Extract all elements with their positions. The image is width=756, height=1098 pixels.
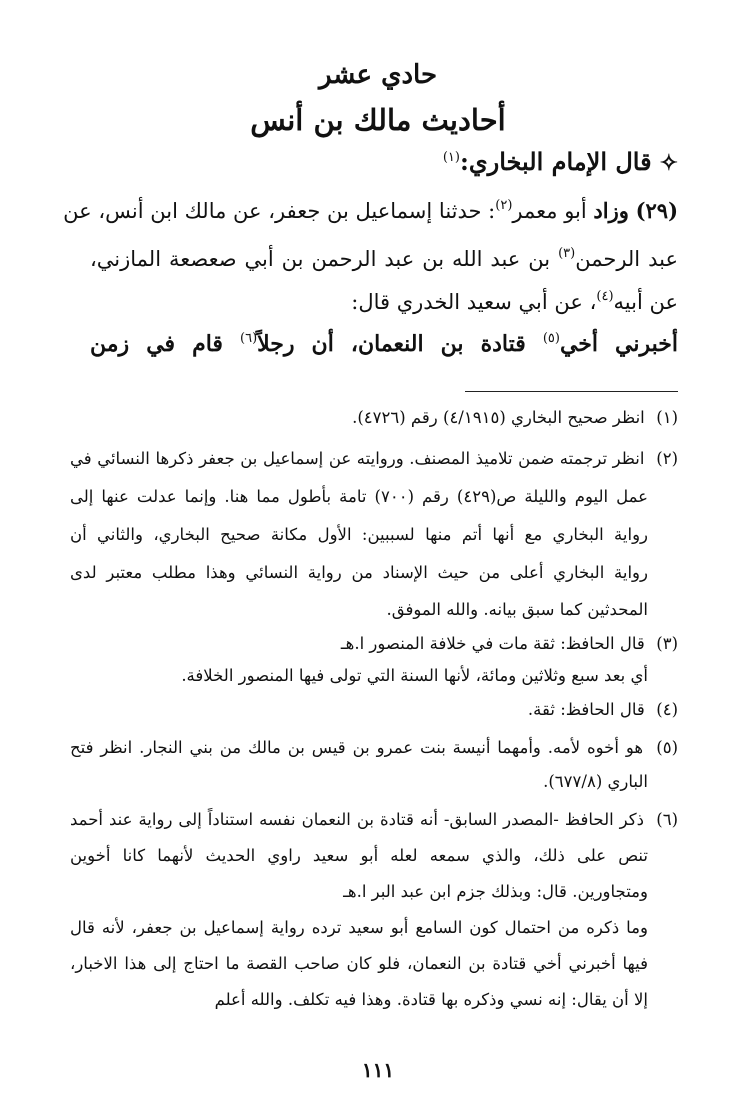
footnote-ref[interactable]: (٣) (558, 246, 576, 261)
footnote-3 (70, 634, 678, 653)
footnote-6-line: ومتجاورين. قال: وبذلك جزم ابن عبد البر ا.هـ (343, 882, 648, 901)
chapter-title: أحاديث مالك بن أنس (250, 103, 506, 137)
matn-text: أخبرني أخي (559, 331, 678, 357)
section-heading (443, 147, 678, 176)
footnote-1 (70, 408, 678, 427)
footnote-2-line: المحدثين كما سبق بيانه. والله الموفق. (386, 600, 648, 619)
footnote-ref[interactable]: (١) (442, 150, 460, 165)
hadith-line-2 (90, 247, 678, 271)
footnote-ref[interactable]: (٢) (495, 198, 513, 213)
hadith-text: : حدثنا إسماعيل بن جعفر، عن مالك ابن أنس، عن (63, 199, 496, 223)
star-icon: ✧ (659, 150, 678, 176)
hadith-text: ، عن أبي سعيد الخدري قال: (351, 290, 597, 314)
footnote-6-line: فيها أخبرني أخي قتادة بن النعمان، فلو كان صاحب القصة ما احتاج إلى هذا الاخبار، (70, 954, 648, 973)
hadith-line-1 (63, 198, 678, 223)
footnote-4 (70, 700, 678, 719)
footnote-6 (70, 810, 678, 829)
footnote-number: (٦) (656, 810, 678, 829)
footnote-ref[interactable]: (٥) (542, 331, 560, 346)
footnote-2-line: رواية البخاري مع أنها أتم منها لسببين: الأول مكانة صحيح البخاري، والثاني أن (70, 525, 648, 544)
hadith-matn-line (90, 331, 678, 357)
footnote-ref[interactable]: (٦) (240, 331, 258, 346)
hadith-lead: وزاد (593, 198, 629, 223)
footnote-text: قال الحافظ: ثقة. (527, 700, 645, 719)
footnote-5-line: الباري (٦٧٧/٨). (543, 772, 648, 791)
footnote-divider (465, 391, 678, 392)
narrator: عبد الرحمن (575, 247, 679, 271)
footnote-number: (٥) (656, 738, 678, 757)
footnote-6-line: إلا أن يقال: إنه نسي وذكره بها قتادة. وهذا فيه تكلف. والله أعلم (214, 990, 648, 1009)
footnote-number: (١) (656, 408, 678, 427)
footnote-ref[interactable]: (٤) (596, 289, 614, 304)
narrator: عن أبيه (613, 290, 678, 314)
hadith-text: بن عبد الله بن عبد الرحمن بن أبي صعصعة المازني، (90, 247, 559, 271)
footnote-2-line: رواية البخاري أعلى من حيث الإسناد من رواية النسائي وهذا مطلب معتبر لدى (70, 563, 648, 582)
footnote-text: ذكر الحافظ -المصدر السابق- أنه قتادة بن النعمان نفسه استناداً إلى رواية عند أحمد (70, 810, 644, 829)
footnote-text: قال الحافظ: ثقة مات في خلافة المنصور ا.هـ (340, 634, 645, 653)
matn-text: قتادة بن النعمان، أن رجلاً (257, 331, 543, 357)
footnote-6-line: وما ذكره من احتمال كون السامع أبو سعيد ترده رواية إسماعيل بن جعفر، لأنه قال (70, 918, 648, 937)
matn-text: قام في زمن (90, 331, 240, 357)
footnote-2 (70, 449, 678, 468)
footnote-number: (٤) (656, 700, 678, 719)
narrator: أبو معمر (512, 199, 587, 223)
footnote-text: هو أخوه لأمه. وأمهما أنيسة بنت عمرو بن قيس بن مالك من بني النجار. انظر فتح (70, 738, 644, 757)
hadith-number: (٢٩) (635, 198, 678, 223)
footnote-number: (٣) (656, 634, 678, 653)
footnote-text: انظر ترجمته ضمن تلاميذ المصنف. وروايته عن إسماعيل بن جعفر ذكرها النسائي في (70, 449, 645, 468)
footnote-3-line: أي بعد سبع وثلاثين ومائة، لأنها السنة التي تولى فيها المنصور الخلافة. (181, 666, 648, 685)
footnote-2-line: عمل اليوم والليلة ص(٤٢٩) رقم (٧٠٠) تامة بأطول مما هنا. وإنما عدلت عنها إلى (70, 487, 649, 506)
page-number: ١١١ (361, 1058, 395, 1082)
chapter-number: حادي عشر (318, 60, 438, 90)
section-heading-text: قال الإمام البخاري: (459, 147, 652, 176)
hadith-line-3 (90, 290, 678, 314)
footnote-6-line: تنص على ذلك، والذي سمعه لعله أبو سعيد راوي الحديث لأنهما كانا أخوين (70, 846, 648, 865)
footnote-number: (٢) (656, 449, 679, 468)
footnote-text: انظر صحيح البخاري (٤/١٩١٥) رقم (٤٧٢٦). (352, 408, 645, 427)
footnote-5 (70, 738, 678, 757)
